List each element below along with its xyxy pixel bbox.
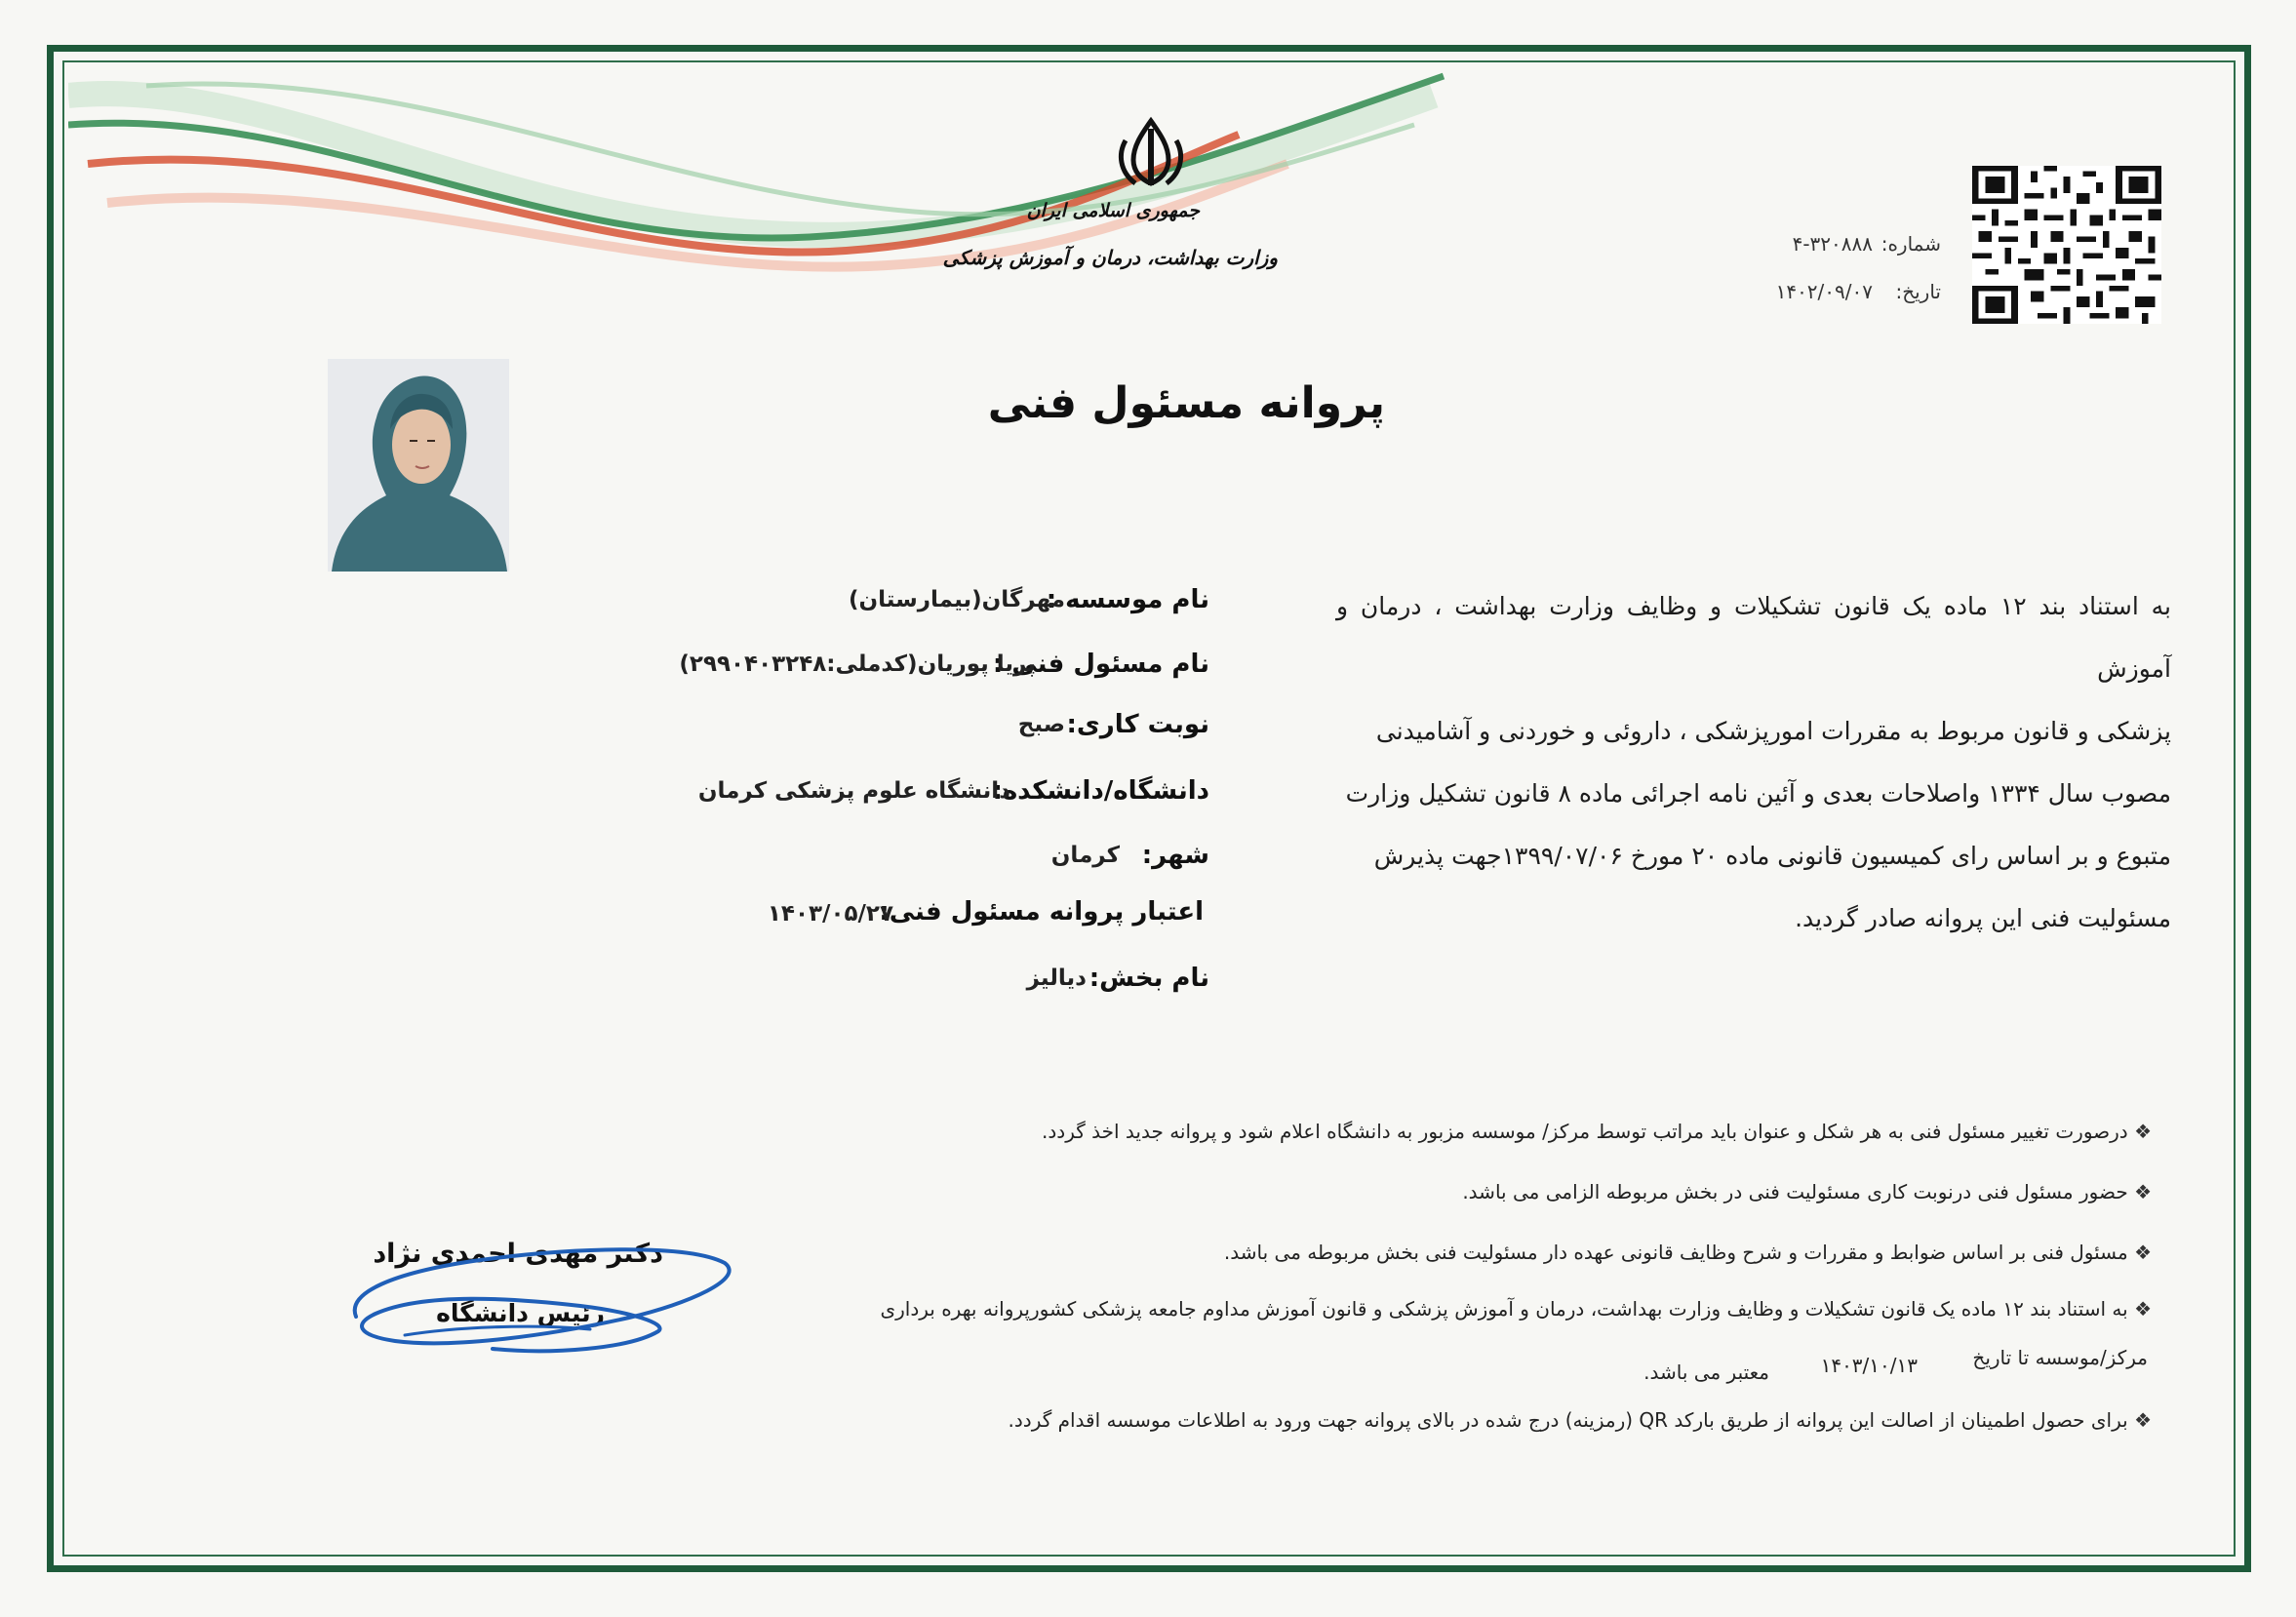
note-4 bbox=[880, 1297, 2152, 1321]
note-4-date: ۱۴۰۳/۱۰/۱۳ bbox=[1820, 1354, 1918, 1377]
page-title: پروانه مسئول فنی bbox=[987, 378, 1385, 428]
validity-label: اعتبار پروانه مسئول فنی: bbox=[879, 897, 1204, 927]
signatory-name: دکتر مهدی احمدی نژاد bbox=[373, 1239, 663, 1269]
date-label: تاریخ: bbox=[1895, 280, 1941, 303]
paragraph-line: به استناد بند ۱۲ ماده یک قانون تشکیلات و وظایف وزارت بهداشت ، درمان و آموزش bbox=[1336, 592, 2171, 683]
city-value: کرمان bbox=[1050, 843, 1120, 868]
ministry-name: وزارت بهداشت، درمان و آموزش پزشکی bbox=[942, 246, 1278, 269]
note-text: درصورت تغییر مسئول فنی به هر شکل و عنوان باید مراتب توسط مرکز/ موسسه مزبور به دانشگاه اعلام شود و پروانه جدید اخذ گردد. bbox=[1042, 1120, 2128, 1143]
note-4-center: مرکز/موسسه تا تاریخ bbox=[1972, 1346, 2148, 1369]
note-1 bbox=[1042, 1120, 2152, 1143]
number-value: ۴-۳۲۰۸۸۸ bbox=[1792, 232, 1873, 256]
note-5 bbox=[1009, 1408, 2152, 1432]
institution-label: نام موسسه : bbox=[1046, 585, 1209, 614]
note-2 bbox=[1462, 1180, 2152, 1203]
date-value: ۱۴۰۲/۰۹/۰۷ bbox=[1775, 280, 1873, 303]
note-text: برای حصول اطمینان از اصالت این پروانه از طریق بارکد QR (رمزینه) درج شده در بالای پروانه جهت ورود به اطلاعات موسسه اقدام گردد. bbox=[1008, 1408, 2128, 1432]
note-text: حضور مسئول فنی درنوبت کاری مسئولیت فنی در بخش مربوطه الزامی می باشد. bbox=[1462, 1180, 2128, 1203]
diamond-bullet-icon: ❖ bbox=[2134, 1408, 2152, 1432]
iran-emblem-icon bbox=[1112, 115, 1190, 193]
ward-label: نام بخش: bbox=[1089, 964, 1209, 993]
validity-value: ۱۴۰۳/۰۵/۲۷ bbox=[767, 901, 893, 927]
legal-paragraph bbox=[1336, 575, 2171, 950]
institution-value: مهرگان(بیمارستان) bbox=[849, 587, 1065, 612]
manager-value: پریا پوریان(کدملی:۲۹۹۰۴۰۳۲۴۸) bbox=[679, 651, 1036, 677]
paragraph-line: پزشکی و قانون مربوط به مقررات امورپزشکی ، داروئی و خوردنی و آشامیدنی bbox=[1375, 717, 2171, 745]
shift-label: نوبت کاری: bbox=[1066, 710, 1209, 739]
paragraph-line: مسئولیت فنی این پروانه صادر گردید. bbox=[1795, 904, 2171, 932]
diamond-bullet-icon: ❖ bbox=[2134, 1180, 2152, 1203]
ward-value: دیالیز bbox=[1026, 966, 1087, 991]
signatory-role: رئیس دانشگاه bbox=[436, 1299, 605, 1327]
university-value: دانشگاه علوم پزشکی کرمان bbox=[697, 778, 1010, 804]
diamond-bullet-icon: ❖ bbox=[2134, 1120, 2152, 1143]
number-label: شماره: bbox=[1880, 232, 1941, 256]
shift-value: صبح bbox=[1017, 712, 1065, 737]
holder-photo bbox=[328, 359, 509, 572]
paragraph-line: مصوب سال ۱۳۳۴ واصلاحات بعدی و آئین نامه اجرائی ماده ۸ قانون تشکیل وزارت bbox=[1345, 779, 2171, 808]
city-label: شهر: bbox=[1141, 841, 1209, 870]
note-4-valid: معتبر می باشد. bbox=[1643, 1361, 1769, 1384]
signature-scribble bbox=[336, 1234, 746, 1370]
country-name: جمهوری اسلامی ایران bbox=[1026, 200, 1200, 221]
university-label: دانشگاه/دانشکده: bbox=[992, 776, 1209, 806]
note-text: مسئول فنی بر اساس ضوابط و مقررات و شرح وظایف قانونی عهده دار مسئولیت فنی بخش مربوطه می باشد. bbox=[1223, 1241, 2128, 1264]
diamond-bullet-icon: ❖ bbox=[2134, 1241, 2152, 1264]
manager-label: نام مسئول فنی : bbox=[992, 650, 1209, 679]
qr-code[interactable] bbox=[1972, 166, 2161, 324]
diamond-bullet-icon: ❖ bbox=[2134, 1297, 2152, 1321]
note-text: به استناد بند ۱۲ ماده یک قانون تشکیلات و وظایف وزارت بهداشت، درمان و آموزش پزشکی و قانون آموزش مداوم جامعه پزشکی کشورپروانه بهره برداری bbox=[880, 1297, 2128, 1321]
note-3 bbox=[1224, 1241, 2152, 1264]
paragraph-line: متبوع و بر اساس رای کمیسیون قانونی ماده ۲۰ مورخ ۱۳۹۹/۰۷/۰۶جهت پذیرش bbox=[1373, 842, 2171, 870]
